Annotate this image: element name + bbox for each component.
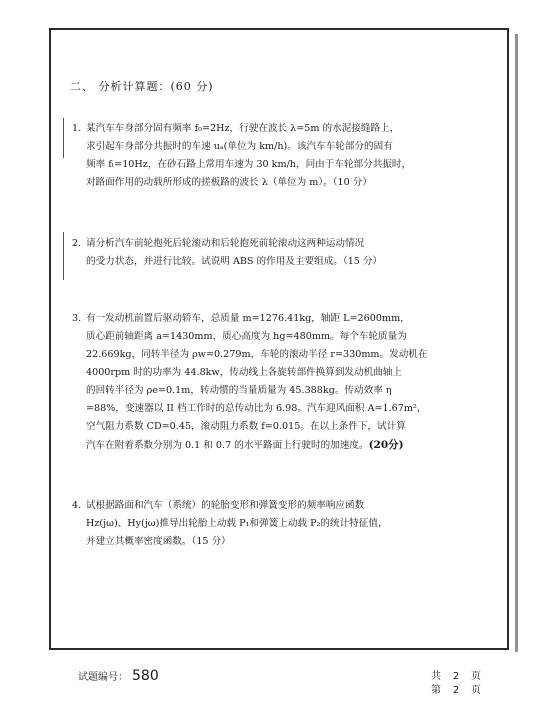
question-number: 1. (72, 123, 82, 134)
question-4 (72, 497, 492, 551)
question-number: 2. (72, 238, 82, 249)
current-page-unit: 页 (471, 685, 481, 696)
question-points: (20分) (368, 439, 404, 451)
question-line: 22.669kg，同转半径为 ρw=0.279m，车轮的滚动半径 r=330mm。发动机在 (86, 349, 428, 360)
question-number: 4. (72, 500, 82, 511)
total-pages-label: 共 (431, 671, 441, 682)
question-line: 有一发动机前置后驱动轿车，总质量 m=1276.41kg，轴距 L=2600mm， (86, 313, 410, 324)
question-line: 汽车在附着系数分别为 0.1 和 0.7 的水平路面上行驶时的加速度。 (86, 440, 369, 451)
question-line: 某汽车车身部分固有频率 f₀=2Hz，行驶在波长 λ=5m 的水泥接缝路上， (86, 123, 400, 134)
question-line: 求引起车身部分共振时的车速 uₐ(单位为 km/h)。该汽车车轮部分的固有 (86, 141, 393, 152)
question-1 (72, 120, 492, 192)
question-line: Hz(jω)、Hy(jω)推导出轮胎上动载 P₁和弹簧上动载 P₂的统计特征值， (86, 518, 388, 529)
question-2 (72, 235, 492, 271)
question-line: 频率 fₜ=10Hz，在砂石路上常用车速为 30 km/h，问由于车轮部分共振时， (86, 159, 412, 170)
question-line: 并建立其概率密度函数。（15 分） (86, 536, 231, 547)
question-line: =88%，变速器以 II 档工作时的总传动比为 6.98。汽车迎风面积 A=1.67m²， (86, 403, 427, 414)
question-line: 请分析汽车前轮抱死后轮滚动和后轮抱死前轮滚动这两种运动情况 (86, 238, 365, 249)
exam-code-value: 580 (132, 668, 159, 684)
exam-code (78, 668, 159, 684)
question-number: 3. (72, 313, 82, 324)
question-line: 4000rpm 时的功率为 44.8kw，传动线上各旋转部件换算到发动机曲轴上 (86, 367, 402, 378)
section-title: 二、 分析计算题：(60 分) (70, 80, 214, 93)
question-3 (72, 310, 492, 455)
total-pages-unit: 页 (471, 671, 481, 682)
exam-code-label: 试题编号： (78, 672, 128, 683)
margin-mark (63, 118, 64, 158)
current-page-value: 2 (452, 685, 460, 696)
question-line: 质心距前轴距离 a=1430mm，质心高度为 hg=480mm。每个车轮质量为 (86, 331, 407, 342)
question-line: 试根据路面和汽车（系统）的轮胎变形和弹簧变形的频率响应函数 (86, 500, 365, 511)
question-line: 的回转半径为 ρe=0.1m，转动惯的当量质量为 45.388kg。传动效率 η (86, 385, 392, 396)
question-line: 对路面作用的动载所形成的搓板路的波长 λ（单位为 m）。（10 分） (86, 177, 372, 188)
page-border-shadow (515, 34, 518, 652)
total-pages-value: 2 (452, 671, 460, 682)
question-line: 空气阻力系数 CD=0.45，滚动阻力系数 f=0.015。在以上条件下，试计算 (86, 421, 406, 432)
question-line: 的受力状态，并进行比较。试说明 ABS 的作用及主要组成。（15 分） (86, 256, 383, 267)
page-count (431, 670, 481, 698)
margin-mark (63, 232, 64, 280)
current-page-label: 第 (431, 685, 441, 696)
